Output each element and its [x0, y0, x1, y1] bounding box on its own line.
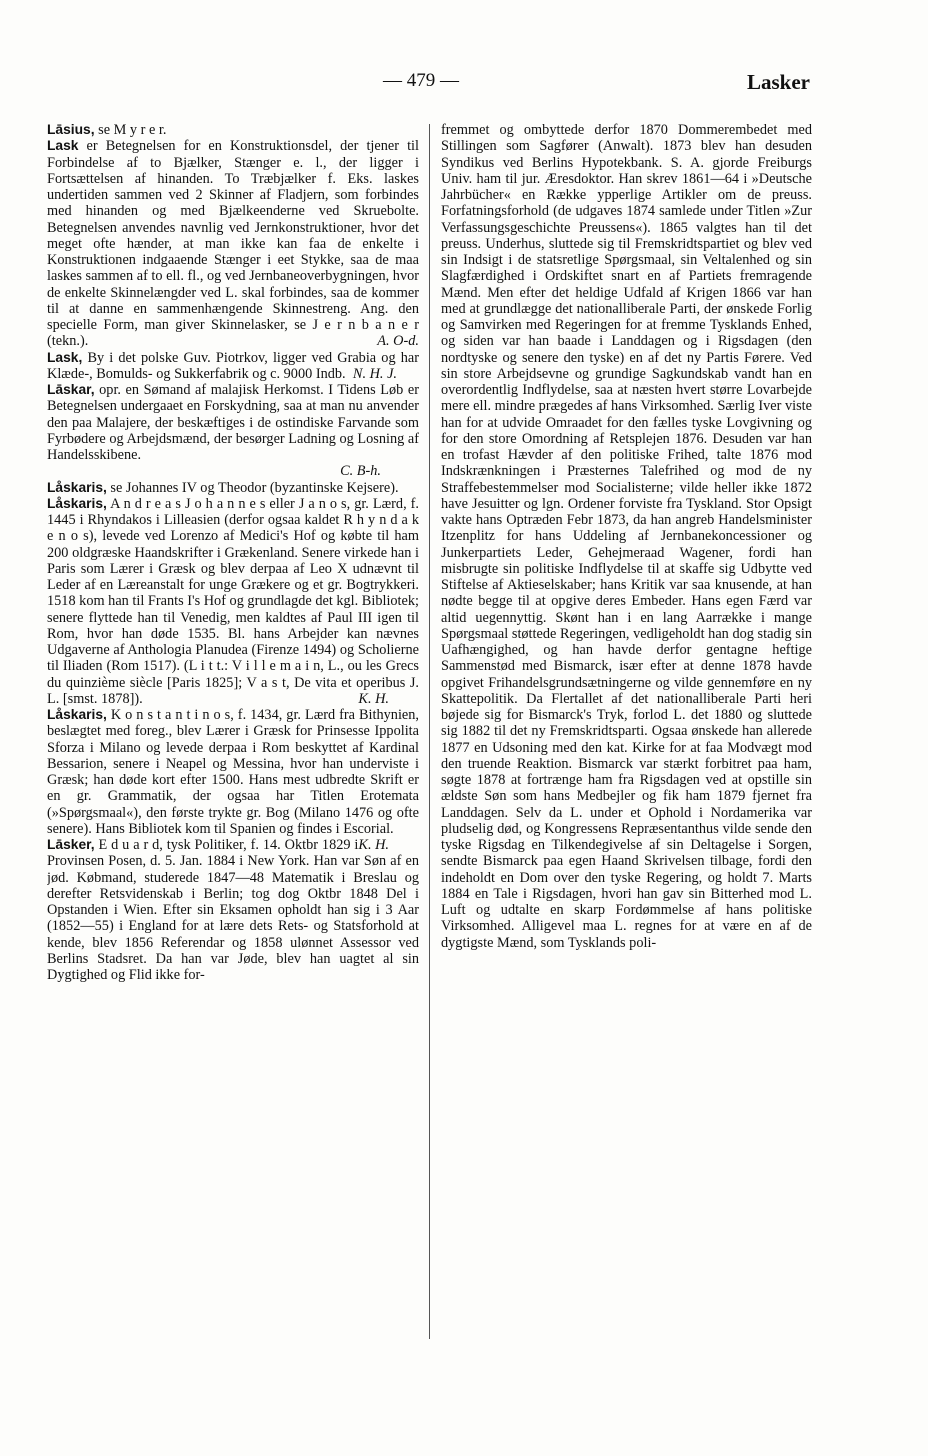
entry-lasker	[47, 837, 419, 983]
entry-text: A n d r e a s J o h a n n e s eller J a n o s, gr. Lærd, f. 1445 i Rhyndakos i Lilleasien (derfor ogsaa kaldet R h y n d a k e n o s), levede ved Lorenzo af Medici's Hof og købte til ham 200 oldgræske Haandskrifter i Grækenland. Senere virkede han i Paris som Lærer i Græsk og blev derpaa af Leo X udnævnt til Leder af en Læreanstalt for unge Grækere og et gr. Bogtrykkeri. 1518 kom han til Frants I's Hof og grundlagde det kgl. Bibliotek; senere flyttede han til Venedig, men kaldtes af Paul III igen til Rom, hvor han døde 1535. Bl. hans Arbejder kan nævnes Udgaverne af Anthologia Planudea (Firenze 1494) og Scholierne til Iliaden (Rom 1517). (L i t t.: V i l l e m a i n, L., ou les Grecs du quinzième siècle [Paris 1825]; V a s t, De vita et operibus J. L. [smst. 1878]).	[47, 495, 419, 707]
left-column	[47, 122, 419, 1352]
entry-lasius	[47, 122, 419, 138]
headword: Lāsker,	[47, 837, 95, 852]
right-column	[441, 122, 812, 1352]
page-header	[0, 70, 928, 100]
headword: Lāskar,	[47, 382, 95, 397]
author-signature: K. H.	[358, 837, 389, 853]
headword: Lask	[47, 138, 79, 154]
entry-text: K o n s t a n t i n o s, f. 1434, gr. Lærd fra Bithynien, beslægtet med foreg., blev Lærer i Græsk for Prinsesse Ippolita Sforza i Milano og levede derpaa i Rom beskyttet af Kardinal Bessarion, senere i Neapel og Messina, hvor han underviste i Græsk; han døde kort efter 1500. Hans mest udbredte Skrift er en gr. Grammatik, der ogsaa har Titlen Erotemata (»Spørgsmaal«), den første trykte gr. Bog (Milano 1476 og ofte senere). Hans Bibliotek kom til Spanien og findes i Escorial.	[47, 707, 419, 837]
author-signature: K. H.	[358, 690, 389, 707]
entry-text: By i det polske Guv. Piotrkov, ligger ved Grabia og har Klæde-, Bomulds- og Sukkerfabrik og c. 9000 Indb.	[47, 349, 419, 382]
entry-text: er Betegnelsen for en Konstruktionsdel, der tjener til Forbindelse af to Bjælker, Stænger e. l., der ligger i Fortsættelsen af hinanden. To Træbjælker f. Eks. laskes undertiden sammen ved 2 Skinner af Fladjern, som forbindes med hinanden og med Bjælkeenderne ved Skruebolte. Betegnelsen anvendes navnlig ved Jernkonstruktioner, hvor det meget ofte hænder, at man ikke kan faa de enkelte i Konstruktionen indgaaende Stænger i eet Stykke, saa de maa laskes sammen af to ell. fl., og ved Jernbaneoverbygningen, hvor de enkelte Skinnelængder ved L. skal forbindes, saa de kommer til at danne en sammenhængende Skinnestreng. Ang. den specielle Form, man giver Skinnelasker, se J e r n b a n e r (tekn.).	[47, 138, 419, 350]
entry-laskar	[47, 382, 419, 480]
entry-lask-town	[47, 350, 419, 383]
author-signature: N. H. J.	[352, 365, 397, 382]
author-signature: C. B-h.	[340, 463, 381, 480]
page-number: — 479 —	[383, 70, 459, 91]
entry-text: E d u a r d, tysk Politiker, f. 14. Oktbr 1829 i Provinsen Posen, d. 5. Jan. 1884 i New York. Han var Søn af en jød. Købmand, studerede 1847—48 Matematik i Breslau og derefter Retsvidenskab i Berlin; tog dog Oktbr 1848 Del i Opstanden i Wien. Efter sin Eksamen opholdt han sig i 3 Aar (1852—55) i England for at lære dets Rets- og Statsforhold at kende, blev 1856 Referendar og 1858 ulønnet Assessor ved Berlins Stadsret. Da han var Jøde, blev han uagtet al sin Dygtighed og Flid ikke for-	[47, 837, 419, 983]
author-signature: A. O-d.	[377, 333, 419, 350]
entry-text: se Johannes IV og Theodor (byzantinske Kejsere).	[110, 479, 399, 496]
entry-laskaris-andreas	[47, 496, 419, 707]
entry-text: se M y r e r.	[98, 122, 167, 138]
column-divider	[429, 124, 430, 1339]
headword: Lask,	[47, 349, 83, 365]
headword: Låskaris,	[47, 707, 107, 722]
entry-text: opr. en Sømand af malajisk Herkomst. I Tidens Løb er Betegnelsen undergaaet en Forskydning, saa at man nu anvender den paa Malajere, der beskæftiges i de ostindiske Farvande som Fyrbødere og Arbejdsmænd, der besørger Ladning og Losning af Handelsskibene.	[47, 382, 419, 463]
headword: Låskaris,	[47, 479, 107, 495]
headword: Låskaris,	[47, 495, 107, 511]
headword: Lāsius,	[47, 122, 95, 137]
entry-lask-construction	[47, 138, 419, 349]
entry-laskaris-ref	[47, 480, 419, 496]
running-head: Lasker	[747, 70, 810, 94]
lasker-continuation: fremmet og ombyttede derfor 1870 Dommerembedet med Stillingen som Sagfører (Anwalt). 1873 blev han desuden Syndikus ved Berlins Hypotekbank. S. A. gjorde Freiburgs Univ. ham til jur. Æresdoktor. Han skrev 1861—64 i »Deutsche Jahrbücher« en Række ypperlige Artikler om de preuss. Forfatningsforhold (de udgaves 1874 samlede under Titlen »Zur Verfassungsgeschichte Preussens«). 1865 valgtes han til det preuss. Underhus, sluttede sig til Fremskridtspartiet og blev ved sin Indsigt i de statsretlige Spørgsmaal, sin Veltalenhed og sin Slagfærdighed i Ordskiftet snart en af Partiets fremragende Mænd. Men efter det heldige Udfald af Krigen 1866 var han med at grundlægge det nationalliberale Parti, der ønskede Forlig og Samvirken med Regeringen for at fremme Tysklands Enhed, og siden var han baade i Landdagen og i Rigsdagen (den nordtyske og senere den tyske) en af det ny Partis Førere. Ved sin store Arbejdsevne og grundige Sagkundskab vandt han en overordentlig Indflydelse, saa at næsten hvert større Lovarbejde mere ell. mindre prægedes af hans Virksomhed. Særlig Iver viste han for at udvide Omraadet for den fælles tyske Lovgivning og for den store Omordning af Retsplejen 1876. Desuden var han en trofast Hævder af den politiske Frihed, talte 1876 mod Indskrænkningen i Præsternes Talefrihed og mod de ny Straffebestemmelser mod Socialisterne; vilde heller ikke 1872 have Jesuitter og lgn. Ordener forviste fra Tyskland. Stor Opsigt vakte hans Optræden Febr 1873, da han angreb Handelsminister Itzenplitz for hans Uddeling af Jernbanekoncessioner og Junkerpartiets Leder, Gehejmeraad Wagener, fordi han misbrugte sin politiske Indflydelse til at skaffe sig Udbytte ved Stiftelse af Aktieselskaber; hans Kritik var saa knusende, at han nødte begge til at opgive deres Embeder. Hans egen Færd var altid uegennyttig. Skønt han i en lang Aarrække i mange Spørgsmaal støttede Regeringen, vedligeholdt han dog stadig sin Uafhængighed, og han havde derfor gentagne heftige Sammenstød med Bismarck, især efter at denne 1878 havde opgivet Frihandelsgrundsætningerne og vilde gennemføre en ny Skattepolitik. Da Flertallet af det nationalliberale Parti heri bøjede sig for Bismarck's Tryk, forlod L. det 1880 og sluttede sig 1882 til det ny Fremskridtsparti. Ogsaa ønskede han allerede 1877 en Udsoning med den kat. Kirke for at faa Modvægt mod den truende Reaktion. Bismarck var stærkt forbitret paa ham, søgte 1878 at fortrænge ham fra Rigsdagen ved at opstille sin ældste Søn som hans Medbejler og fik ham 1879 fjernet fra Landdagen. Selv da L. under et Ophold i Nordamerika var pludselig død, og Kongressens Repræsentanthus vilde sende den tyske Rigsdag en Tilkendegivelse af sin Deltagelse i Sorgen, sendte Bismarck paa egen Haand Skrivelsen tilbage, fordi den indeholdt en Dom over den tyske Regering, og holdt 7. Marts 1884 en Tale i Rigsdagen, hvori han gav sin Bitterhed mod L. Luft og udtalte en skarp Fordømmelse af hans politiske Virksomhed. Alligevel maa L. regnes for at være en af de dygtigste Mænd, som Tysklands poli-	[441, 122, 812, 951]
